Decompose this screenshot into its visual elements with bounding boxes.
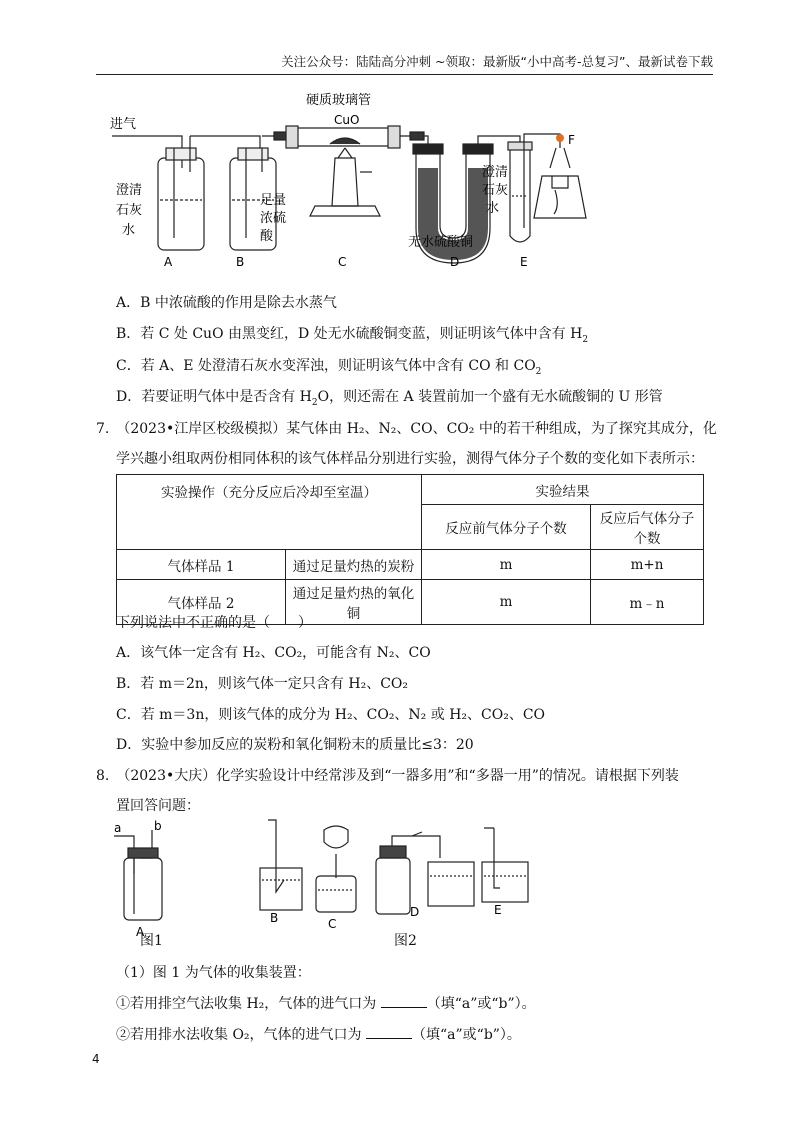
q7-option-a: A．该气体一定含有 H₂、CO₂，可能含有 N₂、CO: [116, 645, 431, 661]
q8-q1: ①若用排空气法收集 H₂，气体的进气口为 （填“a”或“b”）。: [116, 996, 536, 1012]
label-tube: 硬质玻璃管: [306, 93, 372, 108]
table-row: 气体样品 1 通过足量灼热的炭粉 m m+n: [117, 550, 704, 580]
q6-option-d: D．若要证明气体中是否含有 $H_2O$，则还需在 A 装置前加一个盛有无水硫酸铜的 U 形管: [116, 389, 663, 408]
table-row: 气体样品 2 通过足量灼热的氧化铜 m m﹣n: [117, 580, 704, 625]
test-tube-e: [510, 148, 530, 242]
letter-a: A: [164, 255, 173, 269]
label-acid-b-3: 酸: [260, 229, 274, 244]
q7-option-c: C．若 m＝3n，则该气体的成分为 H₂、CO₂、N₂ 或 H₂、CO₂、CO: [116, 707, 546, 723]
label-lime-a-2: 石灰: [116, 203, 143, 218]
tube-e: [484, 828, 500, 888]
page-header: 关注公众号：陆陆高分冲刺 ~领取：最新版“小中高考-总复习”、最新试卷下载: [281, 54, 713, 69]
label-fig-a: a: [114, 821, 122, 835]
label-cuo: CuO: [334, 113, 360, 127]
bottle-fig1-a: [124, 858, 162, 920]
q7-stem-line1: 7. （2023•江岸区校级模拟）某气体由 H₂、N₂、CO、CO₂ 中的若干种组成，为了探究其成分，化: [96, 421, 717, 437]
q6-option-b: B．若 C 处 CuO 由黑变红，D 处无水硫酸铜变蓝，则证明该气体中含有 $H_2$: [116, 326, 589, 345]
experiment-table: [116, 474, 704, 625]
th-after: 反应后气体分子个数: [591, 505, 704, 550]
answer-blank-2[interactable]: [366, 1026, 412, 1039]
letter-d: D: [450, 255, 460, 269]
q8-stem-line2: 置回答问题：: [116, 798, 200, 814]
q8-q2: ②若用排水法收集 O₂，气体的进气口为 （填“a”或“b”）。: [116, 1027, 521, 1043]
label-acid-b-1: 足量: [260, 193, 287, 208]
label-acid-b-2: 浓硫: [260, 211, 287, 226]
q7-stem-line2: 学兴趣小组取两份相同体积的该气体样品分别进行实验，测得气体分子个数的变化如下表所示：: [116, 451, 704, 467]
answer-blank-1[interactable]: [381, 995, 427, 1008]
letter-b: B: [236, 255, 245, 269]
th-result: 实验结果: [422, 475, 704, 505]
label-lime-e-1: 澄清: [482, 165, 509, 180]
separatory-funnel: [324, 826, 348, 848]
label-fig2-D: D: [410, 905, 420, 919]
label-cuso4: 无水硫酸铜: [408, 235, 474, 250]
bottle-d: [376, 858, 410, 914]
label-lime-e-3: 水: [486, 201, 500, 216]
label-lime-a-1: 澄清: [116, 183, 143, 198]
letter-c: C: [338, 255, 347, 269]
q7-option-d: D．实验中参加反应的炭粉和氧化铜粉末的质量比≤3：20: [116, 737, 474, 753]
label-fig-b: b: [154, 819, 162, 833]
label-fig2-B: B: [270, 911, 279, 925]
th-operation: 实验操作（充分反应后冷却至室温）: [117, 475, 422, 550]
label-f: F: [568, 133, 575, 147]
label-fig2-C: C: [328, 917, 337, 931]
label-lime-a-3: 水: [122, 223, 136, 238]
beaker-b: [260, 868, 302, 910]
letter-e: E: [520, 255, 528, 269]
bottle-a: [158, 158, 204, 250]
label-inlet: 进气: [110, 117, 137, 132]
flame: [556, 134, 564, 142]
q7-option-b: B．若 m＝2n，则该气体一定只含有 H₂、CO₂: [116, 676, 409, 692]
label-fig1-A: A: [136, 925, 145, 939]
q6-option-c: C．若 A、E 处澄清石灰水变浑浊，则证明该气体中含有 CO 和 $CO_2$: [116, 358, 542, 377]
collection-figure: [110, 818, 530, 948]
beaker-d: [428, 862, 474, 906]
q8-stem-line1: 8. （2023•大庆）化学实验设计中经常涉及到“一器多用”和“多器一用”的情况。请根据下列装: [96, 768, 679, 784]
label-lime-e-2: 石灰: [482, 183, 509, 198]
q7-question: 下列说法中不正确的是（ ）: [116, 615, 312, 631]
header-rule: [96, 74, 713, 75]
q8-sub1: （1）图 1 为气体的收集装置：: [116, 965, 311, 981]
q6-option-a: A．B 中浓硫酸的作用是除去水蒸气: [116, 295, 337, 311]
page-number: 4: [92, 1052, 100, 1066]
burner: [332, 158, 358, 206]
fig1-caption: 图1: [140, 933, 163, 949]
th-before: 反应前气体分子个数: [422, 505, 591, 550]
apparatus-figure: [110, 88, 610, 278]
label-fig2-E: E: [494, 903, 502, 917]
alcohol-lamp: [534, 176, 586, 218]
fig2-caption: 图2: [394, 933, 417, 949]
